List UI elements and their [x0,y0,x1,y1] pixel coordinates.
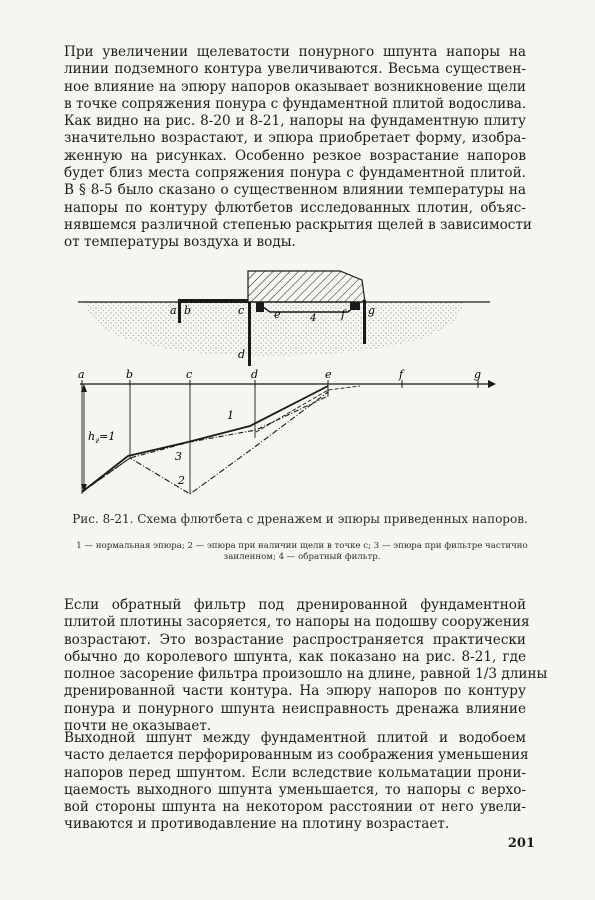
text-line: почти не оказывает. [64,718,212,735]
filter-pad-right [350,302,360,310]
curve-2-gap-at-c [82,392,328,494]
apron [178,299,248,303]
figure-caption: Рис. 8-21. Схема флютбета с дренажем и эпюры приведенных напоров. [72,512,528,526]
text-line: дренированной части контура. На эпюру напоров по контуру [64,683,526,700]
text-line: часто делается перфорированным из соображения уменьшения [64,747,529,764]
curve-tail-near-e [256,386,360,432]
filter-pad-left [256,302,264,312]
label-g: g [368,304,376,317]
text-line: При увеличении щелеватости понурного шпунта напоры на [64,44,526,60]
text-line: Как видно на рис. 8-20 и 8-21, напоры на фундаментную плиту [64,113,526,130]
text-line: напоры по контуру флютбетов исследованных плотин, объяс- [64,199,526,216]
text-line: линии подземного контура увеличиваются. Весьма существен- [64,61,526,78]
text-line: от температуры воздуха и воды. [64,234,296,251]
curve-label-1: 1 [227,409,234,422]
text-line: ное влияние на эпюру напоров оказывает возникновение щели [64,78,526,95]
text-line: женную на рисунках. Особенно резкое возрастание напоров [64,147,526,164]
page-number: 201 [507,836,535,851]
text-line: плитой плотины засоряется, то напоры на подошву сооружения [64,614,530,631]
label-f: f [341,308,346,321]
text-line: обычно до королевого шпунта, как показано на рис. 8-21, где [64,648,526,665]
text-line: возрастают. Это возрастание распространяется практически [64,631,526,648]
foundation-slab [248,271,365,302]
figure-legend: 1 — нормальная эпюра; 2 — эпюра при наличии щели в точке c; 3 — эпюра при фильтре частично заиленном; 4 — обратный фильтр. [76,541,528,562]
text-line: понура и понурного шпунта неисправность дренажа влияние [64,700,526,717]
axis-label-c: c [186,368,193,381]
axis-label-b: b [126,368,134,381]
figure-8-21 [70,262,500,502]
label-e: e [274,308,281,321]
text-line: напоров перед шпунтом. Если вследствие кольматации прони- [64,764,526,781]
text-line: нявшемся различной степенью раскрытия щелей в зависимости [64,216,532,233]
head-label: $h_г=1$ [88,430,116,445]
text-line: значительно возрастают, и эпюра приобретает форму, изобра- [64,130,526,147]
curve-label-2: 2 [178,474,185,487]
axis-label-e: e [325,368,332,381]
axis-label-a: a [78,368,85,381]
axis-label-d: d [251,368,259,381]
paragraph-1 [64,44,532,252]
label-c: c [238,304,245,317]
text-line: вой стороны шпунта на некотором расстоянии от него увели- [64,799,526,816]
text-line: Выходной шпунт между фундаментной плитой и водобоем [64,730,526,746]
label-b: b [184,304,192,317]
text-line: будет близ места сопряжения понура с фундаментной плитой. [64,165,526,182]
upstream-sheet-pile [178,299,181,323]
curve-3-silted-filter [82,386,328,492]
axis-label-f: f [399,368,404,381]
downstream-sheet-pile [363,300,366,344]
axis-label-g: g [474,368,482,381]
curve-label-3: 3 [175,450,182,463]
text-line: полное засорение фильтра произошло на длине, равной 1/3 длины [64,666,548,683]
text-line: чиваются и противодавление на плотину возрастает. [64,816,450,833]
vertical-reference-lines [82,384,328,494]
text-line: В § 8-5 было сказано о существенном влиянии температуры на [64,182,526,199]
axis-arrow [488,380,496,388]
label-d: d [238,348,246,361]
text-line: Если обратный фильтр под дренированной фундаментной [64,597,526,613]
label-4: 4 [310,313,317,324]
paragraph-2 [64,597,548,735]
king-sheet-pile [248,302,251,366]
text-line: в точке сопряжения понура с фундаментной плитой водослива. [64,95,527,112]
text-line: цаемость выходного шпунта уменьшается, то напоры с верхо- [64,781,526,798]
label-a: a [170,304,177,317]
curve-1-normal [82,386,328,492]
paragraph-3 [64,730,529,834]
